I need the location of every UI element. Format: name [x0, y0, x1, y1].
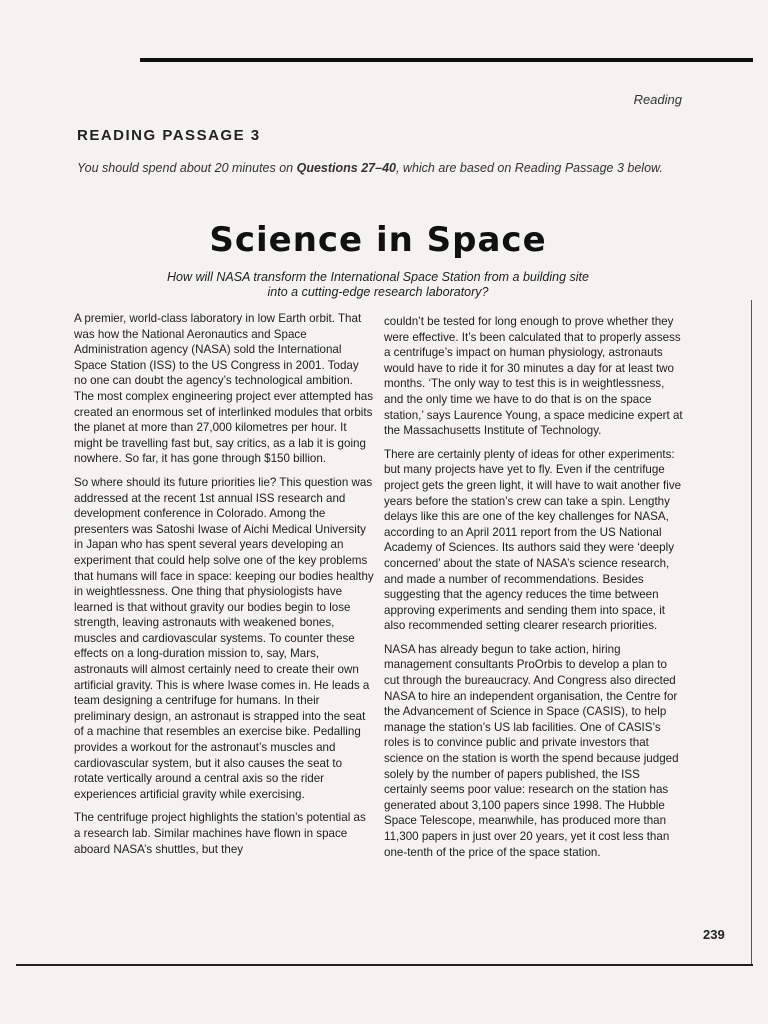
- bottom-rule: [16, 964, 753, 966]
- instructions-text: You should spend about 20 minutes on: [77, 161, 297, 175]
- instructions-text-end: , which are based on Reading Passage 3 below.: [395, 161, 663, 175]
- instructions: [77, 161, 687, 176]
- page-number: 239: [703, 927, 725, 942]
- paragraph: So where should its future priorities lie? This question was addressed at the recent 1st annual ISS research and development conference in Colorado. Among the presenters was Satoshi Iwase of Aichi Medical University in Japan who has spent several years developing an experiment that could help solve one of the key problems that humans will face in space: keeping our bodies healthy in weightlessness. One thing that physiologists have learned is that without gravity our bodies begin to lose strength, leaving astronauts with weakened bones, muscles and cardiovascular systems. To counter these effects on a long-duration mission to, say, Mars, astronauts will almost certainly need to create their own artificial gravity. This is where Iwase comes in. He leads a team designing a centrifuge for humans. In their preliminary design, an astronaut is strapped into the seat of a machine that resembles an exercise bike. Pedalling provides a workout for the astronaut’s muscles and cardiovascular system, but it also causes the seat to rotate vertically around a central axis so the rider experiences artificial gravity while exercising.: [74, 475, 374, 801]
- running-head: Reading: [633, 92, 682, 107]
- subtitle-line: into a cutting-edge research laboratory?: [267, 285, 489, 299]
- paragraph: A premier, world-class laboratory in low Earth orbit. That was how the National Aeronautics and Space Administration agency (NASA) sold the International Space Station (ISS) to the US Congress in 2001. Today no one can doubt the agency’s technological ambition. The most complex engineering project ever attempted has created an enormous set of interlinked modules that orbits the planet at more than 27,000 kilometres per hour. It might be travelling fast but, say critics, as a lab it is going nowhere. So far, it has gone through $150 billion.: [74, 312, 374, 466]
- paragraph: There are certainly plenty of ideas for other experiments: but many projects have yet to fly. Even if the centrifuge project gets the green light, it will have to wait another five years before the station’s crew can take a spin. Lengthy delays like this are one of the key challenges for NASA, according to an April 2011 report from the US National Academy of Sciences. Its authors said they were ‘deeply concerned’ about the state of NASA’s science research, and made a number of recommendations. Besides suggesting that the agency reduces the time between approving experiments and sending them into space, it also recommended setting clearer research priorities.: [384, 447, 682, 633]
- paragraph: couldn’t be tested for long enough to prove whether they were effective. It’s been calculated that to properly assess a centrifuge’s impact on human physiology, astronauts would have to ride it for 30 minutes a day for at least two months. ‘The only way to test this is in weightlessness, and the only time we have to do that is on the space station,’ says Laurence Young, a space medicine expert at the Massachusetts Institute of Technology.: [384, 315, 683, 438]
- paragraph: The centrifuge project highlights the station’s potential as a research lab. Similar machines have flown in space aboard NASA’s shuttles, but they: [74, 811, 366, 856]
- article-title: Science in Space: [209, 220, 547, 260]
- instructions-questions: Questions 27–40: [296, 161, 396, 175]
- right-column: [384, 314, 684, 868]
- top-rule: [140, 58, 753, 62]
- article-subtitle: [130, 270, 626, 300]
- subtitle-line: How will NASA transform the International Space Station from a building site: [167, 270, 589, 284]
- section-title: READING PASSAGE 3: [77, 127, 261, 144]
- left-column: [74, 311, 374, 865]
- paragraph: NASA has already begun to take action, hiring management consultants ProOrbis to develop a plan to cut through the bureaucracy. And Congress also directed NASA to hire an independent organisation, the Centre for the Advancement of Science in Space (CASIS), to help manage the station’s US lab facilities. One of CASIS’s roles is to convince public and private investors that science on the station is worth the spend because judged solely by the number of papers published, the ISS certainly seems poor value: research on the station has generated about 3,100 papers since 1998. The Hubble Space Telescope, meanwhile, has produced more than 11,300 papers in just over 20 years, yet it cost less than one-tenth of the price of the space station.: [384, 642, 679, 859]
- right-margin-rule: [751, 300, 752, 965]
